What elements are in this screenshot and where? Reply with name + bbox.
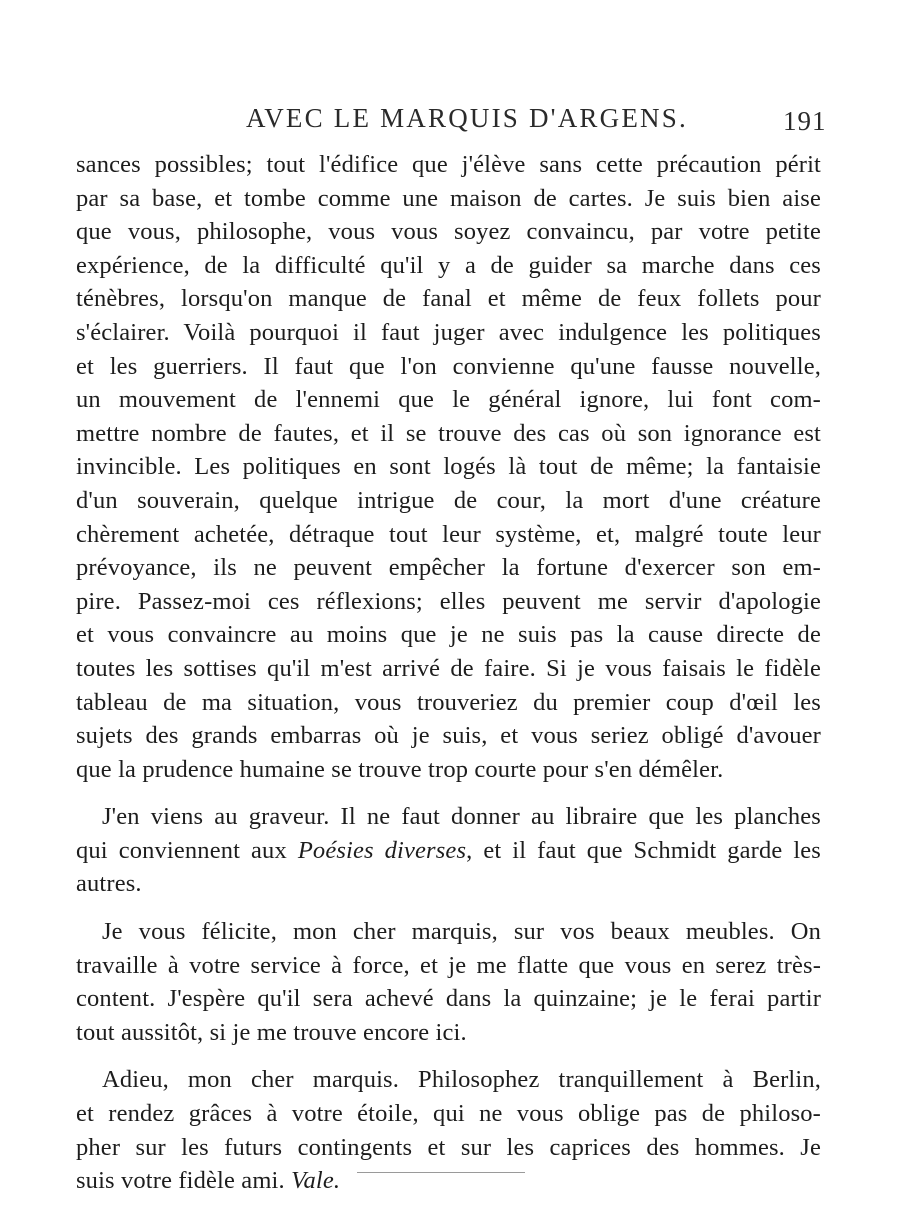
end-rule <box>357 1172 525 1173</box>
text-line: ténèbres, lorsqu'on manque de fanal et même de feux follets pour <box>76 285 821 313</box>
text-line: et les guerriers. Il faut que l'on convienne qu'une fausse nouvelle, <box>76 352 821 380</box>
text-line-with-title <box>76 834 821 868</box>
paragraph-3 <box>76 915 821 1049</box>
paragraph-4 <box>76 1063 821 1197</box>
text-line: Je vous félicite, mon cher marquis, sur vos beaux meubles. On <box>102 918 821 946</box>
text-line: que la prudence humaine se trouve trop courte pour s'en démêler. <box>76 755 724 783</box>
text-line: sances possibles; tout l'édifice que j'élève sans cette précaution périt <box>76 151 821 178</box>
text-line: Adieu, mon cher marquis. Philosophez tranquillement à Berlin, <box>102 1066 821 1094</box>
paragraph-1 <box>76 148 821 786</box>
text-line: travaille à votre service à force, et je me flatte que vous en serez très- <box>76 951 821 979</box>
text-line: tableau de ma situation, vous trouveriez du premier coup d'œil les <box>76 688 821 716</box>
text-line: autres. <box>76 870 142 898</box>
text-line: pire. Passez-moi ces réflexions; elles peuvent me servir d'apologie <box>76 587 821 615</box>
paragraph-spacer <box>76 786 821 800</box>
text-line: expérience, de la difficulté qu'il y a de guider sa marche dans ces <box>76 251 821 279</box>
text-line: un mouvement de l'ennemi que le général ignore, lui font com- <box>76 386 821 414</box>
text-line: sujets des grands embarras où je suis, et vous seriez obligé d'avouer <box>76 722 821 750</box>
text-line: J'en viens au graveur. Il ne faut donner au libraire que les planches <box>102 803 821 831</box>
text-line: mettre nombre de fautes, et il se trouve des cas où son ignorance est <box>76 419 821 447</box>
text-line: prévoyance, ils ne peuvent empêcher la fortune d'exercer son em- <box>76 554 821 582</box>
running-head <box>0 103 900 139</box>
text-line: d'un souverain, quelque intrigue de cour, la mort d'une créature <box>76 486 821 514</box>
text-line: s'éclairer. Voilà pourquoi il faut juger avec indulgence les politiques <box>76 318 821 346</box>
text-line: chèrement achetée, détraque tout leur système, et, malgré toute leur <box>76 520 821 548</box>
text-line: et rendez grâces à votre étoile, qui ne vous oblige pas de philoso- <box>76 1100 821 1128</box>
italic-valediction: Vale. <box>291 1167 341 1195</box>
text-line: pher sur les futurs contingents et sur les caprices des hommes. Je <box>76 1133 821 1161</box>
text-line: par sa base, et tombe comme une maison de cartes. Je suis bien aise <box>76 184 821 212</box>
text-fragment: qui conviennent aux <box>76 836 298 864</box>
text-line: invincible. Les politiques en sont logés là tout de même; la fantaisie <box>76 453 821 481</box>
paragraph-spacer <box>76 1049 821 1063</box>
text-line: toutes les sottises qu'il m'est arrivé de faire. Si je vous faisais le fidèle <box>76 654 821 682</box>
text-line: que vous, philosophe, vous vous soyez convaincu, par votre petite <box>76 218 821 246</box>
text-fragment: suis votre fidèle ami. <box>76 1167 292 1195</box>
paragraph-spacer <box>76 901 821 915</box>
text-line: content. J'espère qu'il sera achevé dans la quinzaine; je le ferai partir <box>76 985 821 1013</box>
page-number: 191 <box>783 106 827 136</box>
body-text <box>76 148 821 1198</box>
italic-title: Poésies diverses <box>297 836 467 864</box>
running-title: AVEC LE MARQUIS D'ARGENS. <box>246 103 688 133</box>
text-line: tout aussitôt, si je me trouve encore ici. <box>76 1018 467 1046</box>
paragraph-2 <box>76 800 821 901</box>
text-fragment: , et il faut que Schmidt garde les <box>466 836 821 864</box>
text-line: et vous convaincre au moins que je ne suis pas la cause directe de <box>76 621 821 649</box>
closing-line <box>76 1164 821 1198</box>
